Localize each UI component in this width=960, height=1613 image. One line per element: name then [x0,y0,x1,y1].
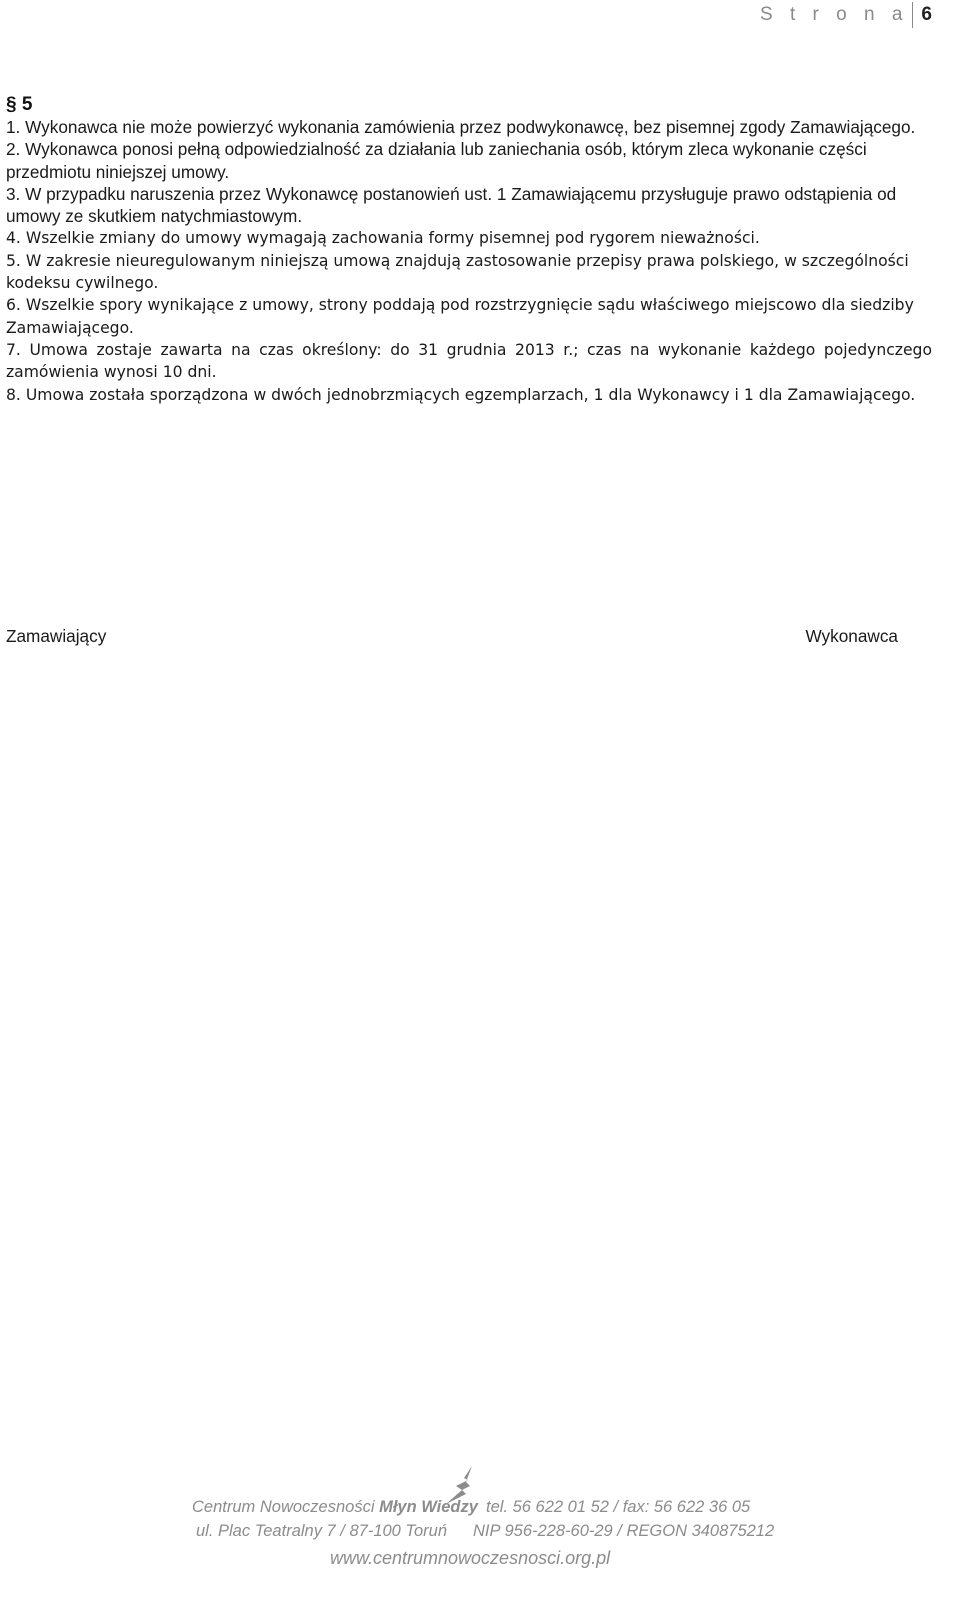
footer-website: www.centrumnowoczesnosci.org.pl [330,1548,611,1568]
clause-2: 2. Wykonawca ponosi pełną odpowiedzialność za działania lub zaniechania osób, którym zleca wykonanie części przedmiotu niniejszej umowy. [6,139,867,182]
clause-3: 3. W przypadku naruszenia przez Wykonawcę postanowień ust. 1 Zamawiającemu przysługuje prawo odstąpienia od umowy ze skutkiem natychmiastowym. [6,183,897,227]
page-footer [0,1460,960,1610]
footer-org-name [192,1498,478,1517]
contract-clauses [6,116,932,406]
clause-6: 6. Wszelkie spory wynikające z umowy, strony poddają pod rozstrzygnięcie sądu właściwego miejscowo dla siedziby Zamawiającego. [6,296,914,337]
signature-contractor: Wykonawca [805,626,898,646]
page-label: S t r o n a [760,4,909,25]
header-separator [912,2,913,28]
footer-ids: NIP 956-228-60-29 / REGON 340875212 [473,1522,775,1540]
signature-ordering-party: Zamawiający [6,626,107,646]
footer-phone: tel. 56 622 01 52 / fax: 56 622 36 05 [486,1498,751,1516]
footer-org-prefix: Centrum Nowoczesności [192,1498,380,1516]
footer-address: ul. Plac Teatralny 7 / 87-100 Toruń [196,1522,448,1540]
clause-4: 4. Wszelkie zmiany do umowy wymagają zachowania formy pisemnej pod rygorem nieważności. [6,229,760,248]
signature-block [6,626,898,647]
page-number: 6 [921,4,932,25]
clause-1: 1. Wykonawca nie może powierzyć wykonania zamówienia przez podwykonawcę, bez pisemnej zgody Zamawiającego. [6,117,916,137]
clause-7: 7. Umowa zostaje zawarta na czas określony: do 31 grudnia 2013 r.; czas na wykonanie każdego pojedynczego zamówienia wynosi 10 dni. [6,340,932,382]
page-header [760,2,932,28]
clause-8: 8. Umowa została sporządzona w dwóch jednobrzmiących egzemplarzach, 1 dla Wykonawcy i 1 dla Zamawiającego. [6,385,916,404]
section-title: § 5 [6,94,33,115]
clause-5: 5. W zakresie nieuregulowanym niniejszą umową znajdują zastosowanie przepisy prawa polskiego, w szczególności kodeksu cywilnego. [6,251,909,293]
footer-org-bold: Młyn Wiedzy [379,1498,478,1516]
